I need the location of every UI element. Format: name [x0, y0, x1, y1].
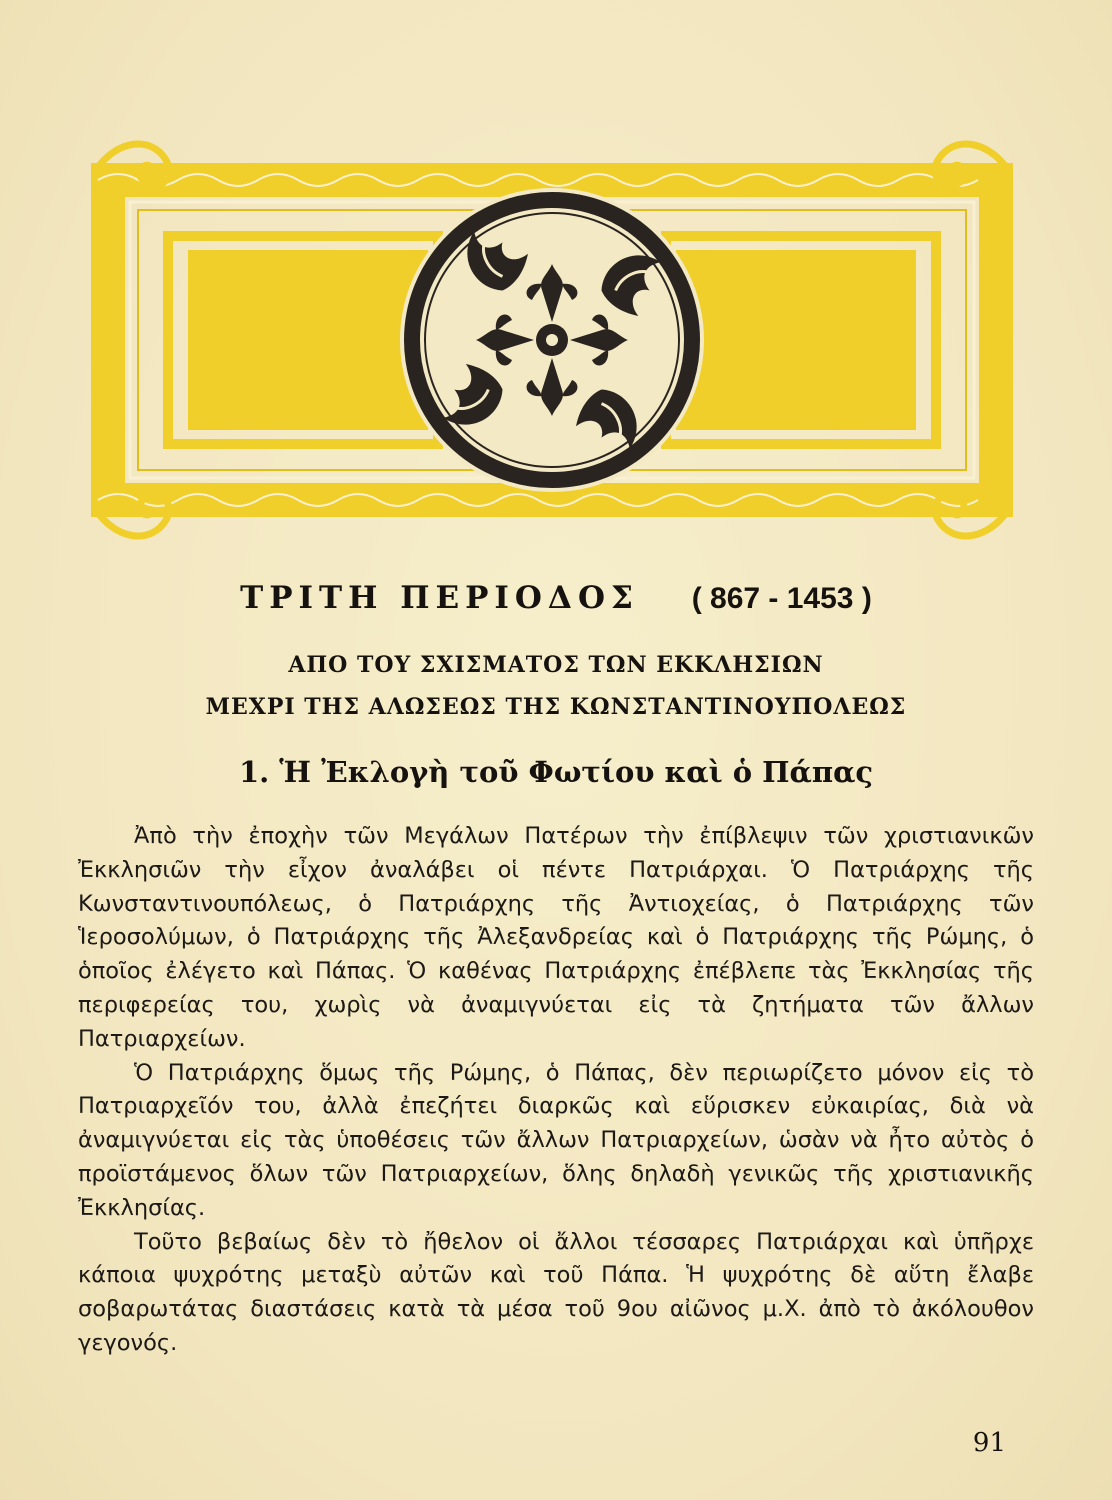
paragraph: Ἀπὸ τὴν ἐποχὴν τῶν Μεγάλων Πατέρων τὴν ἐπίβλεψιν τῶν χριστιανικῶν Ἐκκλησιῶν τὴν εἶχον ἀναλάβει οἱ πέντε Πατριάρχαι. Ὁ Πατριάρχης τῆς Κωνσταντινουπόλεως, ὁ Πατριάρχης τῆς Ἀντιοχείας, ὁ Πατριάρχης τῶν Ἱεροσολύμων, ὁ Πατριάρχης τῆς Ἀλεξανδρείας καὶ ὁ Πατριάρχης τῆς Ρώμης, ὁ ὁποῖος ἐλέγετο καὶ Πάπας. Ὁ καθένας Πατριάρχης ἐπέβλεπε τὰς Ἐκκλησίας τῆς περιφερείας του, χωρὶς νὰ ἀναμιγνύεται εἰς τὰ ζητήματα τῶν ἄλλων Πατριαρχείων. [78, 823, 1034, 1052]
decorative-header-ornament [88, 140, 1016, 540]
period-title [0, 580, 1112, 616]
period-dates: ( 867 - 1453 ) [691, 582, 872, 615]
body-text [78, 820, 1034, 1361]
paragraph: Τοῦτο βεβαίως δὲν τὸ ἤθελον οἱ ἄλλοι τέσσαρες Πατριάρχαι καὶ ὑπῆρχε κάποια ψυχρότης μεταξὺ αὐτῶν καὶ τοῦ Πάπα. Ἡ ψυχρότης δὲ αὕτη ἔλαβε σοβαρωτάτας διαστάσεις κατὰ τὰ μέσα τοῦ 9ου αἰῶνος μ.Χ. ἀπὸ τὸ ἀκόλουθον γεγονός. [78, 1228, 1034, 1356]
subtitle-line-2: ΜΕΧΡΙ ΤΗΣ ΑΛΩΣΕΩΣ ΤΗΣ ΚΩΝΣΤΑΝΤΙΝΟΥΠΟΛΕΩΣ [205, 694, 907, 720]
subtitle-line-1: ΑΠΟ ΤΟΥ ΣΧΙΣΜΑΤΟΣ ΤΩΝ ΕΚΚΛΗΣΙΩΝ [288, 652, 824, 678]
period-title-text: ΤΡΙΤΗ ΠΕΡΙΟΔΟΣ [240, 580, 639, 616]
page-number: 91 [972, 1428, 1006, 1458]
paragraph: Ὁ Πατριάρχης ὅμως τῆς Ρώμης, ὁ Πάπας, δὲν περιωρίζετο μόνον εἰς τὸ Πατριαρχεῖόν του, ἀλλὰ ἐπεζήτει διαρκῶς καὶ εὕρισκεν εὐκαιρίας, διὰ νὰ ἀναμιγνύεται εἰς τὰς ὑποθέσεις τῶν ἄλλων Πατριαρχείων, ὡσὰν νὰ ἦτο αὐτὸς ὁ προϊστάμενος ὅλων τῶν Πατριαρχείων, ὅλης δηλαδὴ γενικῶς τῆς χριστιανικῆς Ἐκκλησίας. [78, 1059, 1034, 1221]
section-heading: 1. Ἡ Ἐκλογὴ τοῦ Φωτίου καὶ ὁ Πάπας [238, 755, 874, 789]
